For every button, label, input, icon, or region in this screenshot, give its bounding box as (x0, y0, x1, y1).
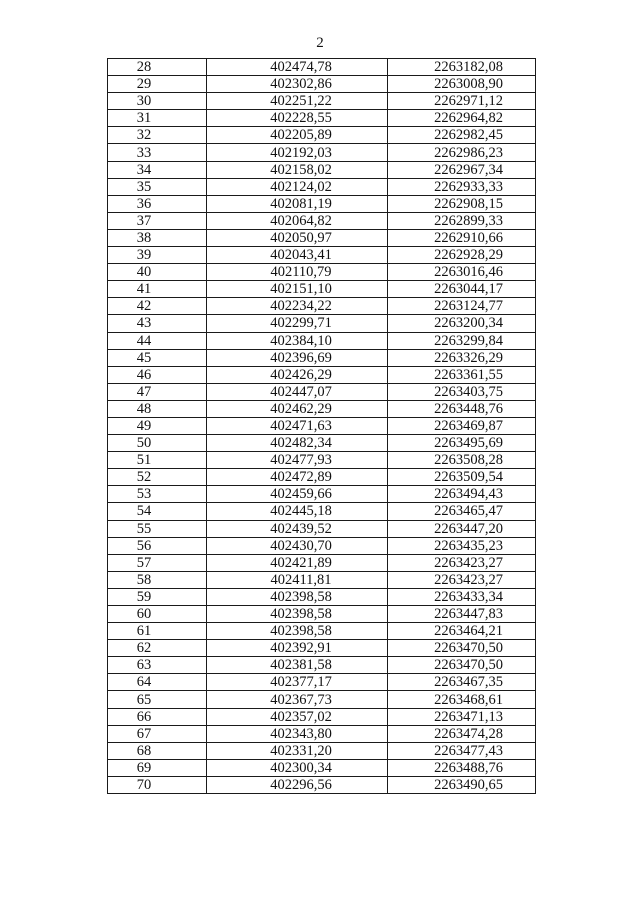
y-coordinate-cell: 2263464,21 (388, 623, 536, 640)
x-coordinate-cell: 402426,29 (207, 366, 388, 383)
y-coordinate-cell: 2263200,34 (388, 315, 536, 332)
x-coordinate-cell: 402398,58 (207, 623, 388, 640)
point-number-cell: 50 (108, 435, 207, 452)
y-coordinate-cell: 2263447,83 (388, 606, 536, 623)
x-coordinate-cell: 402357,02 (207, 708, 388, 725)
y-coordinate-cell: 2263470,50 (388, 640, 536, 657)
table-row (108, 178, 536, 195)
table-row (108, 212, 536, 229)
x-coordinate-cell: 402472,89 (207, 469, 388, 486)
table-row (108, 264, 536, 281)
y-coordinate-cell: 2262933,33 (388, 178, 536, 195)
y-coordinate-cell: 2263469,87 (388, 417, 536, 434)
point-number-cell: 42 (108, 298, 207, 315)
table-row (108, 315, 536, 332)
point-number-cell: 29 (108, 76, 207, 93)
point-number-cell: 61 (108, 623, 207, 640)
table-row (108, 742, 536, 759)
table-row (108, 93, 536, 110)
y-coordinate-cell: 2262967,34 (388, 161, 536, 178)
table-row (108, 725, 536, 742)
table-row (108, 554, 536, 571)
point-number-cell: 48 (108, 400, 207, 417)
y-coordinate-cell: 2262908,15 (388, 195, 536, 212)
y-coordinate-cell: 2262964,82 (388, 110, 536, 127)
x-coordinate-cell: 402151,10 (207, 281, 388, 298)
y-coordinate-cell: 2263509,54 (388, 469, 536, 486)
y-coordinate-cell: 2263488,76 (388, 759, 536, 776)
coordinates-table-body (108, 59, 536, 794)
x-coordinate-cell: 402377,17 (207, 674, 388, 691)
table-row (108, 435, 536, 452)
point-number-cell: 60 (108, 606, 207, 623)
table-row (108, 776, 536, 793)
table-row (108, 298, 536, 315)
y-coordinate-cell: 2262928,29 (388, 247, 536, 264)
point-number-cell: 37 (108, 212, 207, 229)
y-coordinate-cell: 2263471,13 (388, 708, 536, 725)
point-number-cell: 52 (108, 469, 207, 486)
x-coordinate-cell: 402299,71 (207, 315, 388, 332)
point-number-cell: 35 (108, 178, 207, 195)
x-coordinate-cell: 402411,81 (207, 571, 388, 588)
x-coordinate-cell: 402396,69 (207, 349, 388, 366)
x-coordinate-cell: 402081,19 (207, 195, 388, 212)
y-coordinate-cell: 2262910,66 (388, 229, 536, 246)
x-coordinate-cell: 402398,58 (207, 588, 388, 605)
x-coordinate-cell: 402381,58 (207, 657, 388, 674)
table-row (108, 674, 536, 691)
x-coordinate-cell: 402158,02 (207, 161, 388, 178)
page-number: 2 (316, 35, 324, 51)
point-number-cell: 45 (108, 349, 207, 366)
x-coordinate-cell: 402205,89 (207, 127, 388, 144)
x-coordinate-cell: 402459,66 (207, 486, 388, 503)
table-row (108, 588, 536, 605)
point-number-cell: 51 (108, 452, 207, 469)
x-coordinate-cell: 402384,10 (207, 332, 388, 349)
x-coordinate-cell: 402124,02 (207, 178, 388, 195)
table-row (108, 366, 536, 383)
table-row (108, 195, 536, 212)
point-number-cell: 59 (108, 588, 207, 605)
table-row (108, 127, 536, 144)
x-coordinate-cell: 402050,97 (207, 229, 388, 246)
table-row (108, 657, 536, 674)
point-number-cell: 70 (108, 776, 207, 793)
point-number-cell: 53 (108, 486, 207, 503)
point-number-cell: 43 (108, 315, 207, 332)
table-row (108, 400, 536, 417)
table-row (108, 76, 536, 93)
x-coordinate-cell: 402367,73 (207, 691, 388, 708)
y-coordinate-cell: 2263433,34 (388, 588, 536, 605)
point-number-cell: 68 (108, 742, 207, 759)
table-row (108, 708, 536, 725)
x-coordinate-cell: 402302,86 (207, 76, 388, 93)
point-number-cell: 38 (108, 229, 207, 246)
x-coordinate-cell: 402043,41 (207, 247, 388, 264)
x-coordinate-cell: 402439,52 (207, 520, 388, 537)
y-coordinate-cell: 2263470,50 (388, 657, 536, 674)
point-number-cell: 54 (108, 503, 207, 520)
point-number-cell: 55 (108, 520, 207, 537)
x-coordinate-cell: 402296,56 (207, 776, 388, 793)
x-coordinate-cell: 402234,22 (207, 298, 388, 315)
table-row (108, 110, 536, 127)
point-number-cell: 31 (108, 110, 207, 127)
y-coordinate-cell: 2262986,23 (388, 144, 536, 161)
table-row (108, 469, 536, 486)
y-coordinate-cell: 2263435,23 (388, 537, 536, 554)
table-row (108, 281, 536, 298)
point-number-cell: 49 (108, 417, 207, 434)
y-coordinate-cell: 2263326,29 (388, 349, 536, 366)
y-coordinate-cell: 2263124,77 (388, 298, 536, 315)
point-number-cell: 62 (108, 640, 207, 657)
y-coordinate-cell: 2262971,12 (388, 93, 536, 110)
point-number-cell: 58 (108, 571, 207, 588)
table-row (108, 640, 536, 657)
point-number-cell: 28 (108, 59, 207, 76)
x-coordinate-cell: 402110,79 (207, 264, 388, 281)
x-coordinate-cell: 402482,34 (207, 435, 388, 452)
table-row (108, 417, 536, 434)
point-number-cell: 44 (108, 332, 207, 349)
table-row (108, 349, 536, 366)
point-number-cell: 32 (108, 127, 207, 144)
y-coordinate-cell: 2263016,46 (388, 264, 536, 281)
x-coordinate-cell: 402331,20 (207, 742, 388, 759)
point-number-cell: 63 (108, 657, 207, 674)
point-number-cell: 41 (108, 281, 207, 298)
point-number-cell: 57 (108, 554, 207, 571)
x-coordinate-cell: 402192,03 (207, 144, 388, 161)
x-coordinate-cell: 402471,63 (207, 417, 388, 434)
x-coordinate-cell: 402421,89 (207, 554, 388, 571)
y-coordinate-cell: 2263468,61 (388, 691, 536, 708)
table-row (108, 571, 536, 588)
point-number-cell: 56 (108, 537, 207, 554)
x-coordinate-cell: 402445,18 (207, 503, 388, 520)
y-coordinate-cell: 2263182,08 (388, 59, 536, 76)
point-number-cell: 66 (108, 708, 207, 725)
table-row (108, 247, 536, 264)
table-row (108, 144, 536, 161)
y-coordinate-cell: 2263508,28 (388, 452, 536, 469)
y-coordinate-cell: 2263474,28 (388, 725, 536, 742)
x-coordinate-cell: 402343,80 (207, 725, 388, 742)
table-row (108, 623, 536, 640)
point-number-cell: 46 (108, 366, 207, 383)
table-row (108, 486, 536, 503)
y-coordinate-cell: 2262899,33 (388, 212, 536, 229)
x-coordinate-cell: 402392,91 (207, 640, 388, 657)
point-number-cell: 30 (108, 93, 207, 110)
point-number-cell: 67 (108, 725, 207, 742)
table-row (108, 520, 536, 537)
point-number-cell: 33 (108, 144, 207, 161)
y-coordinate-cell: 2263448,76 (388, 400, 536, 417)
point-number-cell: 36 (108, 195, 207, 212)
point-number-cell: 65 (108, 691, 207, 708)
y-coordinate-cell: 2263299,84 (388, 332, 536, 349)
table-row (108, 332, 536, 349)
y-coordinate-cell: 2263465,47 (388, 503, 536, 520)
table-row (108, 383, 536, 400)
point-number-cell: 40 (108, 264, 207, 281)
table-row (108, 452, 536, 469)
x-coordinate-cell: 402447,07 (207, 383, 388, 400)
table-row (108, 691, 536, 708)
y-coordinate-cell: 2262982,45 (388, 127, 536, 144)
y-coordinate-cell: 2263403,75 (388, 383, 536, 400)
point-number-cell: 47 (108, 383, 207, 400)
y-coordinate-cell: 2263008,90 (388, 76, 536, 93)
y-coordinate-cell: 2263494,43 (388, 486, 536, 503)
y-coordinate-cell: 2263447,20 (388, 520, 536, 537)
x-coordinate-cell: 402474,78 (207, 59, 388, 76)
x-coordinate-cell: 402300,34 (207, 759, 388, 776)
x-coordinate-cell: 402064,82 (207, 212, 388, 229)
table-row (108, 229, 536, 246)
x-coordinate-cell: 402398,58 (207, 606, 388, 623)
x-coordinate-cell: 402228,55 (207, 110, 388, 127)
y-coordinate-cell: 2263423,27 (388, 554, 536, 571)
x-coordinate-cell: 402251,22 (207, 93, 388, 110)
table-row (108, 161, 536, 178)
point-number-cell: 34 (108, 161, 207, 178)
x-coordinate-cell: 402477,93 (207, 452, 388, 469)
table-row (108, 537, 536, 554)
y-coordinate-cell: 2263361,55 (388, 366, 536, 383)
y-coordinate-cell: 2263044,17 (388, 281, 536, 298)
y-coordinate-cell: 2263467,35 (388, 674, 536, 691)
y-coordinate-cell: 2263477,43 (388, 742, 536, 759)
table-row (108, 606, 536, 623)
table-row (108, 59, 536, 76)
y-coordinate-cell: 2263495,69 (388, 435, 536, 452)
y-coordinate-cell: 2263490,65 (388, 776, 536, 793)
table-row (108, 759, 536, 776)
coordinates-table (107, 58, 536, 794)
y-coordinate-cell: 2263423,27 (388, 571, 536, 588)
point-number-cell: 69 (108, 759, 207, 776)
x-coordinate-cell: 402462,29 (207, 400, 388, 417)
x-coordinate-cell: 402430,70 (207, 537, 388, 554)
point-number-cell: 39 (108, 247, 207, 264)
table-row (108, 503, 536, 520)
point-number-cell: 64 (108, 674, 207, 691)
